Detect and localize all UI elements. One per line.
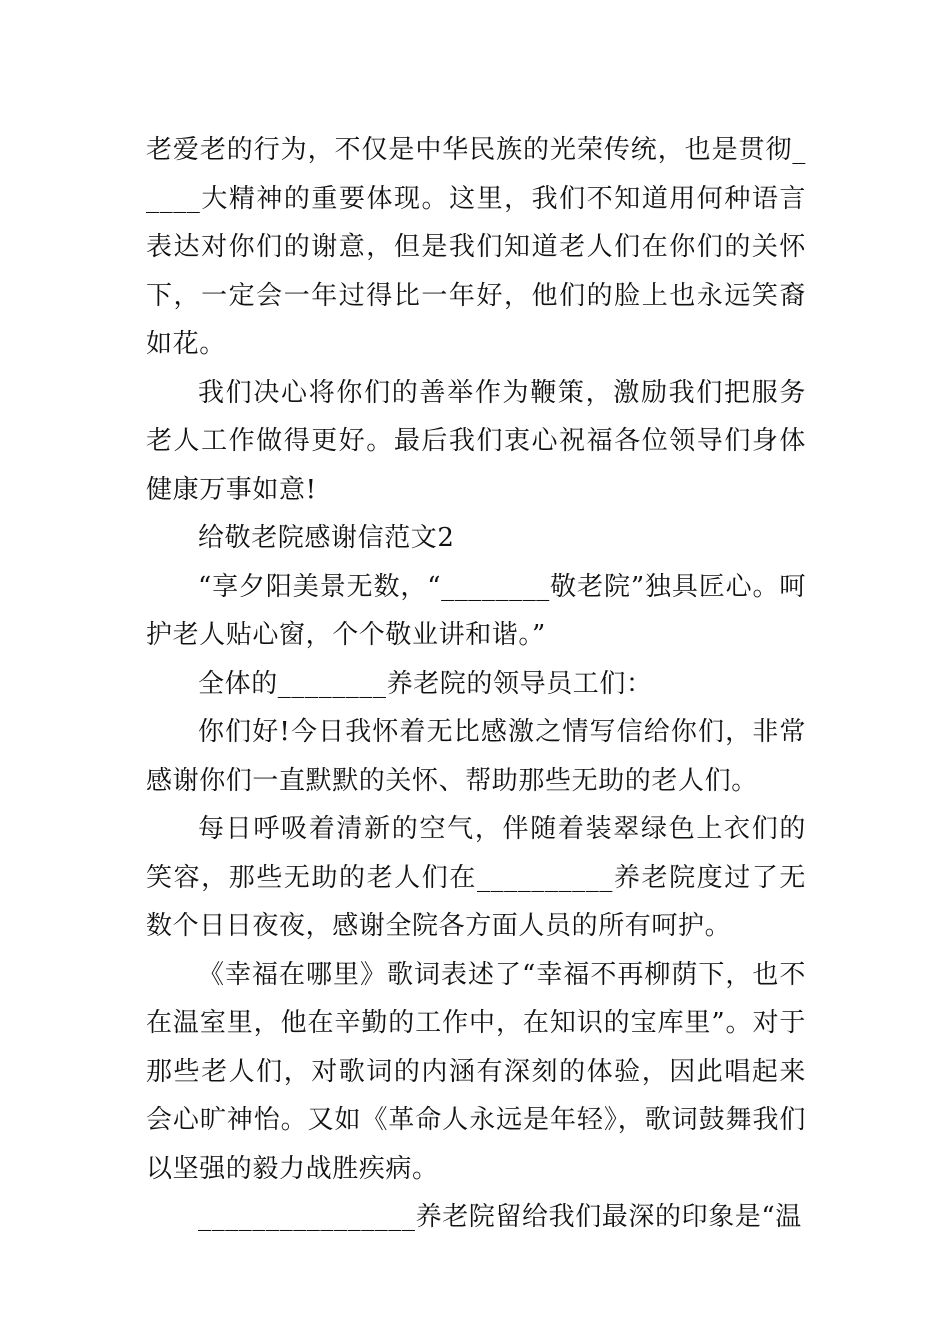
paragraph-1: 老爱老的行为，不仅是中华民族的光荣传统，也是贯彻_____大精神的重要体现。这里，我们不知道用何种语言表达对你们的谢意，但是我们知道老人们在你们的关怀下，一定会一年过得比一年好，他们的脸上也永远笑裔如花。 (146, 135, 806, 359)
section-heading: 给敬老院感谢信范文2 (198, 523, 455, 553)
paragraph-impression: ________________养老院留给我们最深的印象是“温 (198, 1202, 802, 1232)
paragraph-song: 《幸福在哪里》歌词表述了“幸福不再柳荫下，也不在温室里，他在辛勤的工作中，在知识的宝库里”。对于那些老人们，对歌词的内涵有深刻的体验，因此唱起来会心旷神怡。又如《革命人永远是年轻》，歌词鼓舞我们以坚强的毅力战胜疾病。 (146, 959, 806, 1184)
paragraph-greeting: 你们好!今日我怀着无比感激之情写信给你们，非常感谢你们一直默默的关怀、帮助那些无助的老人们。 (146, 717, 806, 796)
paragraph-daily: 每日呼吸着清新的空气，伴随着装翠绿色上衣们的笑容，那些无助的老人们在__________养老院度过了无数个日日夜夜，感谢全院各方面人员的所有呵护。 (146, 814, 806, 941)
paragraph-quote: “享夕阳美景无数，“________敬老院”独具匠心。呵护老人贴心窗，个个敬业讲和谐。” (146, 571, 806, 650)
document-body (146, 126, 806, 1242)
paragraph-2: 我们决心将你们的善举作为鞭策，激励我们把服务老人工作做得更好。最后我们衷心祝福各位领导们身体健康万事如意! (146, 377, 806, 505)
salutation: 全体的________养老院的领导员工们： (198, 668, 653, 699)
